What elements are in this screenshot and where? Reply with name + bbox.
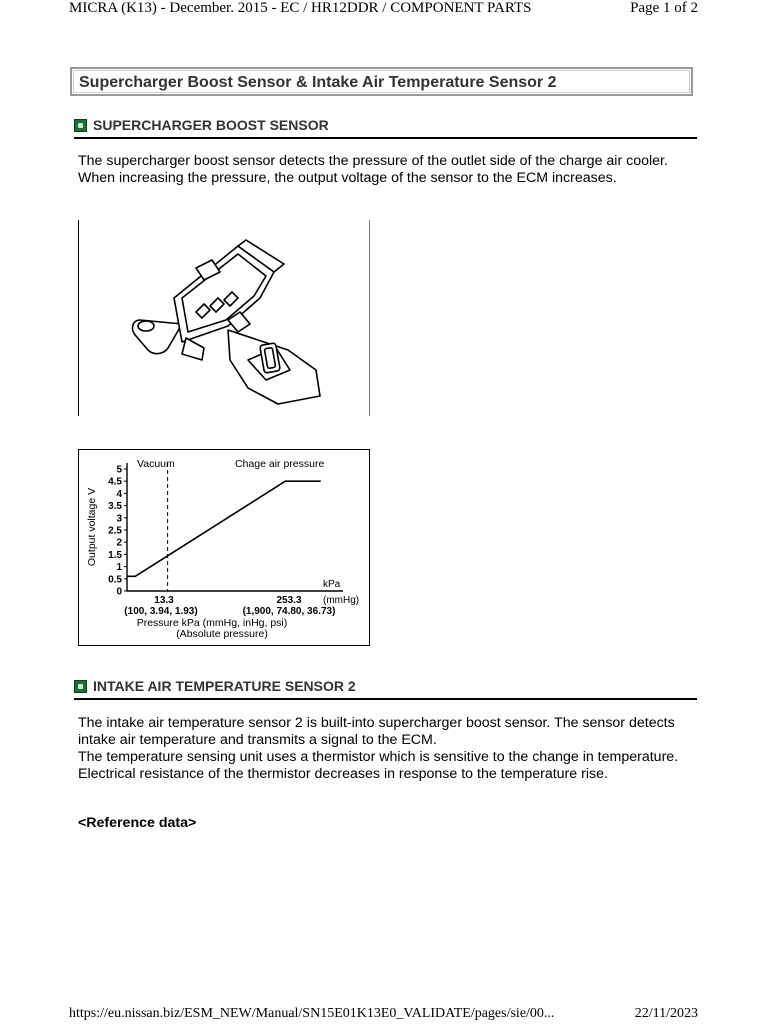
section-bullet-icon <box>74 119 87 132</box>
section-heading-label: INTAKE AIR TEMPERATURE SENSOR 2 <box>93 678 356 694</box>
x-tick-sublabel: (1,900, 74.80, 36.73) <box>242 606 336 617</box>
x-unit-label-2: (mmHg) <box>323 595 360 606</box>
section-heading-iat-sensor <box>74 678 697 700</box>
series-line-output-voltage <box>127 481 321 576</box>
section-heading-label: SUPERCHARGER BOOST SENSOR <box>93 117 329 133</box>
y-tick-label: 0 <box>116 586 122 598</box>
boost-sensor-description <box>78 153 698 187</box>
iat-sensor-text-1: The intake air temperature sensor 2 is built-into supercharger boost sensor. The sensor detects intake air temperature and transmits a signal to the ECM. <box>78 715 675 748</box>
y-tick-label: 0.5 <box>108 574 122 586</box>
iat-sensor-description <box>78 715 698 783</box>
footer-url: https://eu.nissan.biz/ESM_NEW/Manual/SN15E01K13E0_VALIDATE/pages/sie/00... <box>69 1006 555 1021</box>
output-voltage-chart <box>78 449 370 646</box>
y-tick-label: 3.5 <box>108 501 122 513</box>
y-tick-label: 1.5 <box>108 549 122 561</box>
y-tick-label: 4 <box>116 488 122 500</box>
iat-sensor-text-2: The temperature sensing unit uses a thermistor which is sensitive to the change in temperature. Electrical resistance of the thermistor decreases in response to the temperature rise. <box>78 749 679 782</box>
annotation-vacuum: Vacuum <box>137 458 175 470</box>
boost-sensor-text: The supercharger boost sensor detects the pressure of the outlet side of the charge air cooler. When increasing the pressure, the output voltage of the sensor to the ECM increases. <box>78 153 668 186</box>
page-number: Page 1 of 2 <box>630 0 698 16</box>
chart-svg <box>79 450 369 645</box>
x-unit-label: kPa <box>323 579 341 590</box>
reference-data-heading: <Reference data> <box>78 815 197 831</box>
y-tick-label: 2.5 <box>108 525 122 537</box>
x-tick-sublabel: (100, 3.94, 1.93) <box>124 606 198 617</box>
header-title: MICRA (K13) - December. 2015 - EC / HR12DDR / COMPONENT PARTS <box>69 0 532 16</box>
y-tick-label: 2 <box>116 537 122 549</box>
page-title: Supercharger Boost Sensor & Intake Air Temperature Sensor 2 <box>79 74 557 91</box>
y-tick-label: 1 <box>116 562 122 574</box>
section-bullet-icon <box>74 680 87 693</box>
annotation-charge-air-pressure: Chage air pressure <box>235 458 325 470</box>
x-tick-label: 253.3 <box>276 595 302 606</box>
y-tick-label: 3 <box>116 513 122 525</box>
sensor-drawing-icon <box>78 220 370 416</box>
boost-sensor-illustration <box>78 220 370 416</box>
x-axis-label: Pressure kPa (mmHg, inHg, psi) <box>136 617 288 629</box>
section-heading-boost-sensor <box>74 117 697 139</box>
x-tick-label: 13.3 <box>154 595 174 606</box>
footer-date: 22/11/2023 <box>634 1006 698 1021</box>
y-tick-label: 5 <box>116 464 122 476</box>
x-axis-sublabel: (Absolute pressure) <box>176 628 268 640</box>
y-tick-label: 4.5 <box>108 476 122 488</box>
y-axis-label: Output voltage V <box>86 487 98 567</box>
page-title-box <box>70 67 693 96</box>
